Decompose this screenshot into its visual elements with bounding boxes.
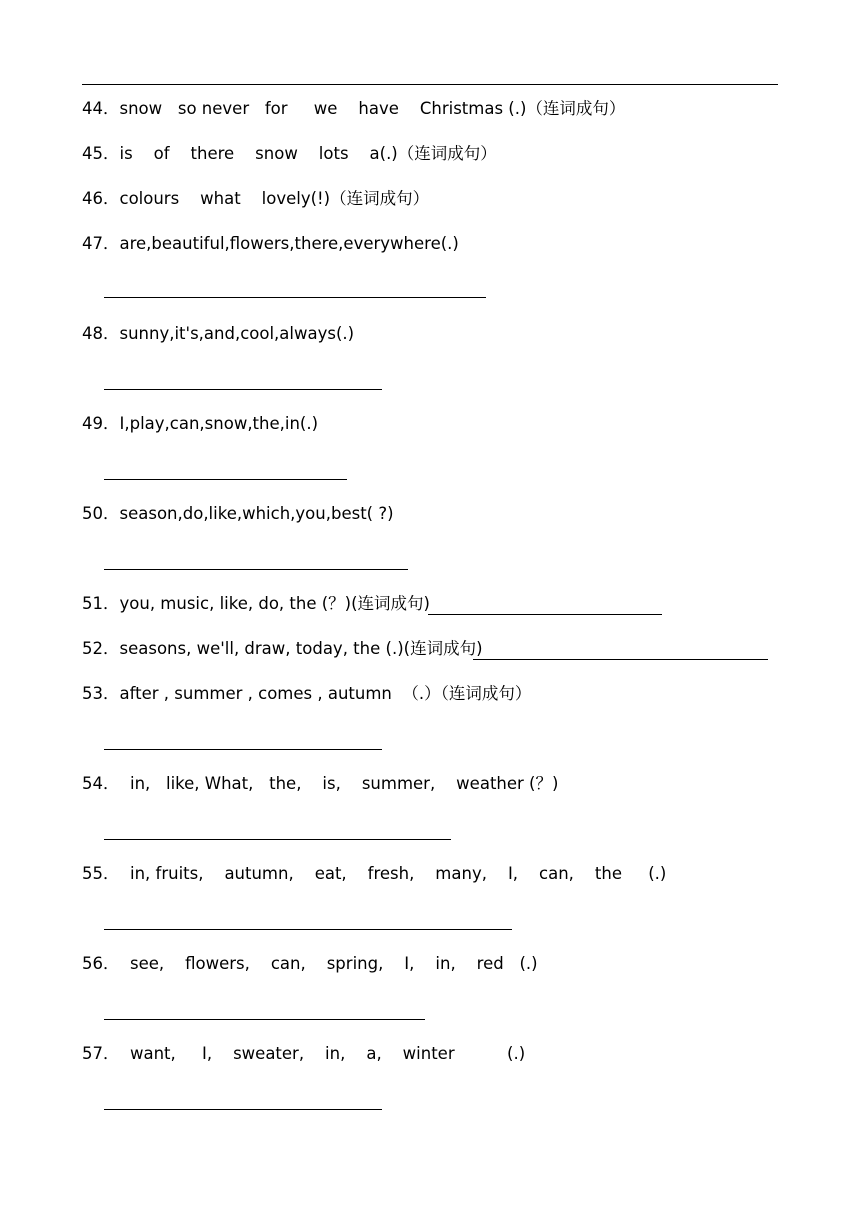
question-45: 45．is of there snow lots a(.)（连词成句） — [82, 144, 497, 163]
answer-line-49[interactable] — [104, 479, 347, 480]
question-46: 46．colours what lovely(!)（连词成句） — [82, 189, 430, 208]
header-rule — [82, 84, 778, 85]
answer-line-55[interactable] — [104, 929, 512, 930]
answer-line-56[interactable] — [104, 1019, 425, 1020]
question-57: 57． want, I, sweater, in, a, winter (.) — [82, 1044, 526, 1063]
question-54: 54． in, like, What, the, is, summer, weather (？) — [82, 774, 559, 793]
question-56: 56． see, flowers, can, spring, I, in, red (.) — [82, 954, 538, 973]
answer-line-48[interactable] — [104, 389, 382, 390]
answer-line-47[interactable] — [104, 297, 486, 298]
question-47: 47．are,beautiful,flowers,there,everywhere(.) — [82, 234, 459, 253]
question-48: 48．sunny,it's,and,cool,always(.) — [82, 324, 355, 343]
question-44: 44．snow so never for we have Christmas (.)（连词成句） — [82, 99, 626, 118]
answer-line-54[interactable] — [104, 839, 451, 840]
question-55: 55． in, fruits, autumn, eat, fresh, many, I, can, the (.) — [82, 864, 667, 883]
answer-line-53[interactable] — [104, 749, 382, 750]
question-52: 52．seasons, we'll, draw, today, the (.)(连词成句) — [82, 639, 483, 658]
answer-line-57[interactable] — [104, 1109, 382, 1110]
answer-line-52[interactable] — [473, 659, 768, 660]
question-53: 53．after , summer , comes , autumn （.）（连词成句） — [82, 684, 532, 703]
answer-line-50[interactable] — [104, 569, 408, 570]
question-49: 49．I,play,can,snow,the,in(.) — [82, 414, 319, 433]
question-50: 50．season,do,like,which,you,best( ?) — [82, 504, 394, 523]
answer-line-51[interactable] — [428, 614, 662, 615]
question-51: 51．you, music, like, do, the (？)(连词成句) — [82, 594, 430, 613]
